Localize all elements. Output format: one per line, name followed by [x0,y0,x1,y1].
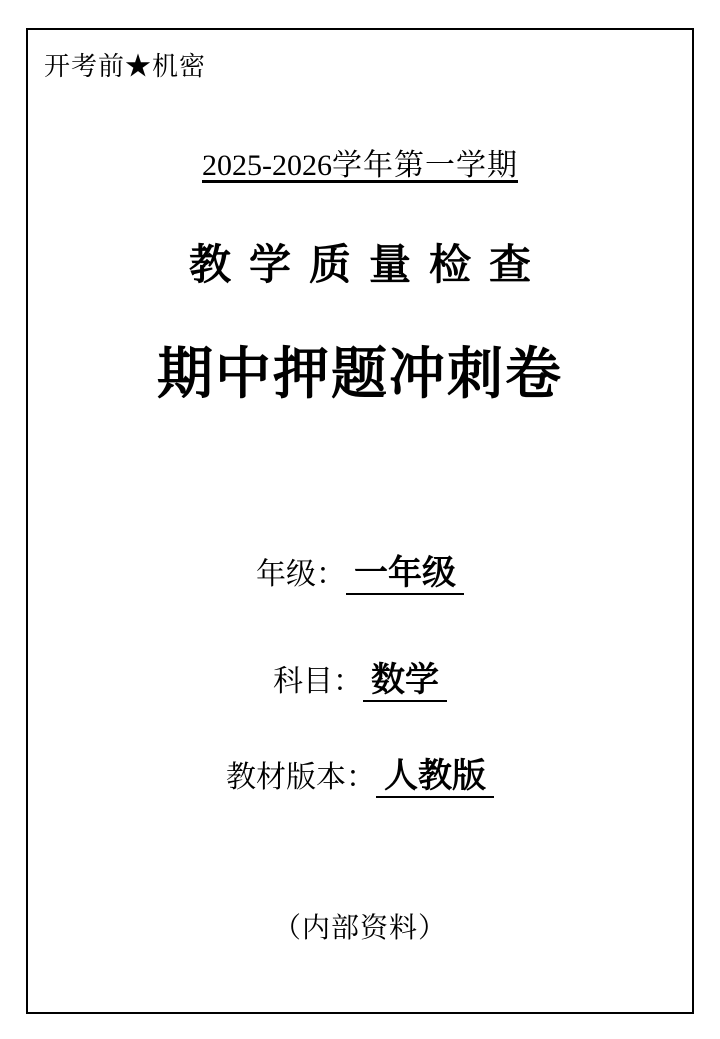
field-subject [0,652,720,701]
document-title-sub: 期中押题冲刺卷 [157,341,563,407]
field-subject-label: 科目： [273,665,363,698]
confidential-notice: 开考前★机密 [44,52,207,81]
footnote-internal-material: （内部资料） [272,913,447,944]
field-subject-value: 数学 [363,660,447,702]
field-grade-value: 一年级 [346,553,464,595]
field-grade-label: 年级： [256,558,346,591]
academic-term: 学年第一学期 [332,149,518,182]
field-textbook-edition-value: 人教版 [376,756,494,798]
field-textbook-edition-label: 教材版本： [226,761,376,794]
document-title-main: 教学质量检查 [188,240,549,289]
academic-year-line [0,140,720,184]
field-textbook-edition [0,748,720,797]
academic-year: 2025-2026 [202,149,332,182]
field-grade [0,545,720,594]
